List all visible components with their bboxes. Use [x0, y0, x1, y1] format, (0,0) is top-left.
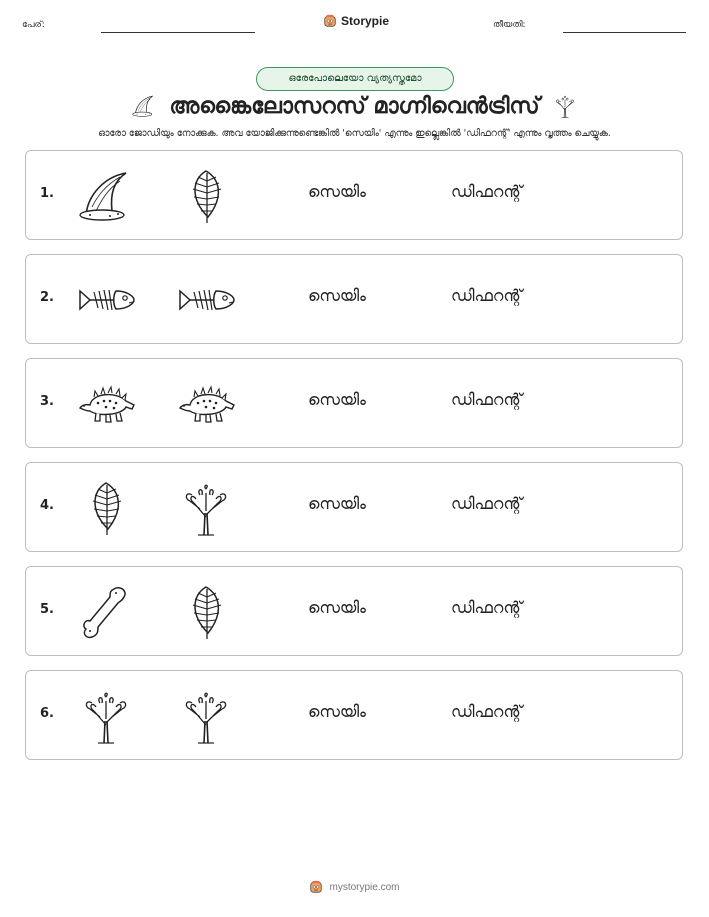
- question-row: [25, 150, 683, 240]
- storypie-icon: [323, 14, 337, 28]
- same-option[interactable]: സെയിം: [308, 598, 366, 617]
- question-row: [25, 566, 683, 656]
- instruction-text: ഓരോ ജോഡിയും നോക്കുക. അവ യോജിക്കുന്നുണ്ടെങ്കിൽ 'സെയിം' എന്നും ഇല്ലെങ്കിൽ 'ഡിഫറന്റ്' എന്നും വൃത്തം ചെയ്യുക.: [98, 128, 611, 139]
- footer: [0, 880, 709, 894]
- different-option[interactable]: ഡിഫറന്റ്: [451, 286, 523, 305]
- different-option[interactable]: ഡിഫറന്റ്: [451, 494, 523, 513]
- leaf-icon: [76, 479, 136, 537]
- leaf-icon: [176, 583, 236, 641]
- brand-logo: [323, 14, 389, 28]
- different-option[interactable]: ഡിഫറന്റ്: [451, 182, 523, 201]
- question-number: 3.: [40, 394, 54, 409]
- question-row: [25, 254, 683, 344]
- footer-url: mystorypie.com: [329, 881, 400, 893]
- date-label: തീയതി:: [493, 20, 526, 30]
- question-number: 5.: [40, 602, 54, 617]
- question-row: [25, 358, 683, 448]
- different-option[interactable]: ഡിഫറന്റ്: [451, 598, 523, 617]
- same-option[interactable]: സെയിം: [308, 390, 366, 409]
- storypie-icon: [309, 880, 323, 894]
- different-option[interactable]: ഡിഫറന്റ്: [451, 390, 523, 409]
- question-number: 6.: [40, 706, 54, 721]
- bone-icon: [76, 583, 136, 641]
- ankylosaurus-icon: [76, 375, 136, 433]
- same-option[interactable]: സെയിം: [308, 702, 366, 721]
- tree-icon: [176, 687, 236, 745]
- question-row: [25, 462, 683, 552]
- worksheet-header: [0, 14, 709, 38]
- fish-skeleton-icon: [176, 271, 236, 329]
- different-option[interactable]: ഡിഫറന്റ്: [451, 702, 523, 721]
- tree-icon: [552, 93, 578, 119]
- title-row: [0, 90, 709, 122]
- page-title: അങ്കൈലോസറസ് മാഗ്നിവെൻട്രിസ്: [169, 93, 540, 119]
- date-field[interactable]: [563, 32, 686, 33]
- same-option[interactable]: സെയിം: [308, 494, 366, 513]
- same-option[interactable]: സെയിം: [308, 182, 366, 201]
- claw-icon: [131, 93, 157, 119]
- question-row: [25, 670, 683, 760]
- name-field[interactable]: [101, 32, 255, 33]
- brand-name: Storypie: [341, 14, 390, 28]
- tree-icon: [76, 687, 136, 745]
- same-option[interactable]: സെയിം: [308, 286, 366, 305]
- leaf-icon: [176, 167, 236, 225]
- tree-icon: [176, 479, 236, 537]
- ankylosaurus-icon: [176, 375, 236, 433]
- question-number: 2.: [40, 290, 54, 305]
- worksheet-type-badge: ഒരേപോലെയോ വ്യത്യസ്തമോ: [256, 67, 454, 91]
- name-label: പേര്:: [22, 20, 45, 30]
- claw-icon: [76, 167, 136, 225]
- question-number: 1.: [40, 186, 54, 201]
- question-number: 4.: [40, 498, 54, 513]
- fish-skeleton-icon: [76, 271, 136, 329]
